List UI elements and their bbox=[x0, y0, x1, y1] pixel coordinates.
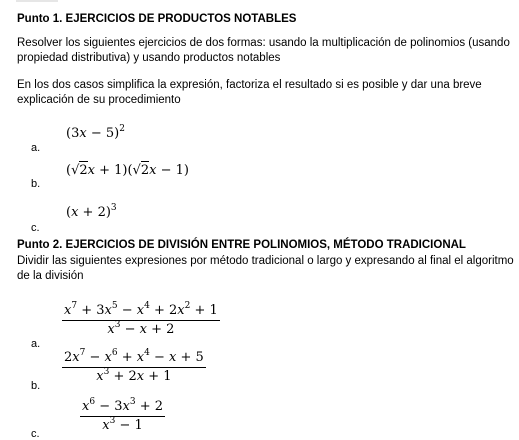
section-2-intro-line2: de la división bbox=[17, 270, 84, 282]
section-2-title: Punto 2. EJERCICIOS DE DIVISIÓN ENTRE POLINOMIOS, MÉTODO TRADICIONAL bbox=[17, 239, 466, 251]
item-2b-fraction bbox=[62, 350, 206, 384]
item-2c-fraction bbox=[80, 399, 165, 433]
item-2a-numerator: $x^7 + 3x^5 - x^4 + 2x^2 + 1$ bbox=[62, 303, 220, 321]
item-1b-expression: (√2x + 1)(√2x − 1) bbox=[66, 163, 189, 178]
item-2b-label: b. bbox=[31, 380, 41, 392]
section-1-title: Punto 1. EJERCICIOS DE PRODUCTOS NOTABLES bbox=[17, 13, 297, 25]
section-1-note-line1: En los dos casos simplifica la expresión, factoriza el resultado si es posible y dar una breve bbox=[17, 79, 482, 91]
item-1a-expression: $(3x - 5)^2$ bbox=[66, 124, 125, 141]
item-2b-denominator: $x^3 + 2x + 1$ bbox=[96, 367, 172, 384]
item-2a-label: a. bbox=[31, 338, 41, 350]
item-2c-denominator: $x^3 - 1$ bbox=[102, 416, 143, 433]
section-1-intro-line2: propiedad distributiva) y usando productos notables bbox=[17, 52, 281, 64]
section-1-intro-line1: Resolver los siguientes ejercicios de dos formas: usando la multiplicación de polinomios (usando bbox=[17, 37, 510, 49]
section-2-intro-line1: Dividir las siguientes expresiones por método tradicional o largo y expresando al final el algoritmo bbox=[17, 255, 514, 267]
section-1-note-line2: explicación de su procedimiento bbox=[17, 94, 181, 106]
item-1a-label: a. bbox=[31, 142, 41, 154]
item-1b-label: b. bbox=[31, 178, 41, 190]
item-2c-numerator: $x^6 - 3x^3 + 2$ bbox=[80, 399, 165, 417]
item-2c-label: c. bbox=[31, 428, 40, 440]
item-2a-denominator: $x^3 - x + 2$ bbox=[107, 320, 175, 337]
item-2a-fraction bbox=[62, 303, 220, 337]
item-2b-numerator: $2x^7 - x^6 + x^4 - x + 5$ bbox=[62, 350, 206, 368]
item-1c-label: c. bbox=[31, 222, 40, 234]
item-1c-expression: $(x + 2)^3$ bbox=[66, 203, 117, 220]
top-divider bbox=[16, 0, 58, 2]
